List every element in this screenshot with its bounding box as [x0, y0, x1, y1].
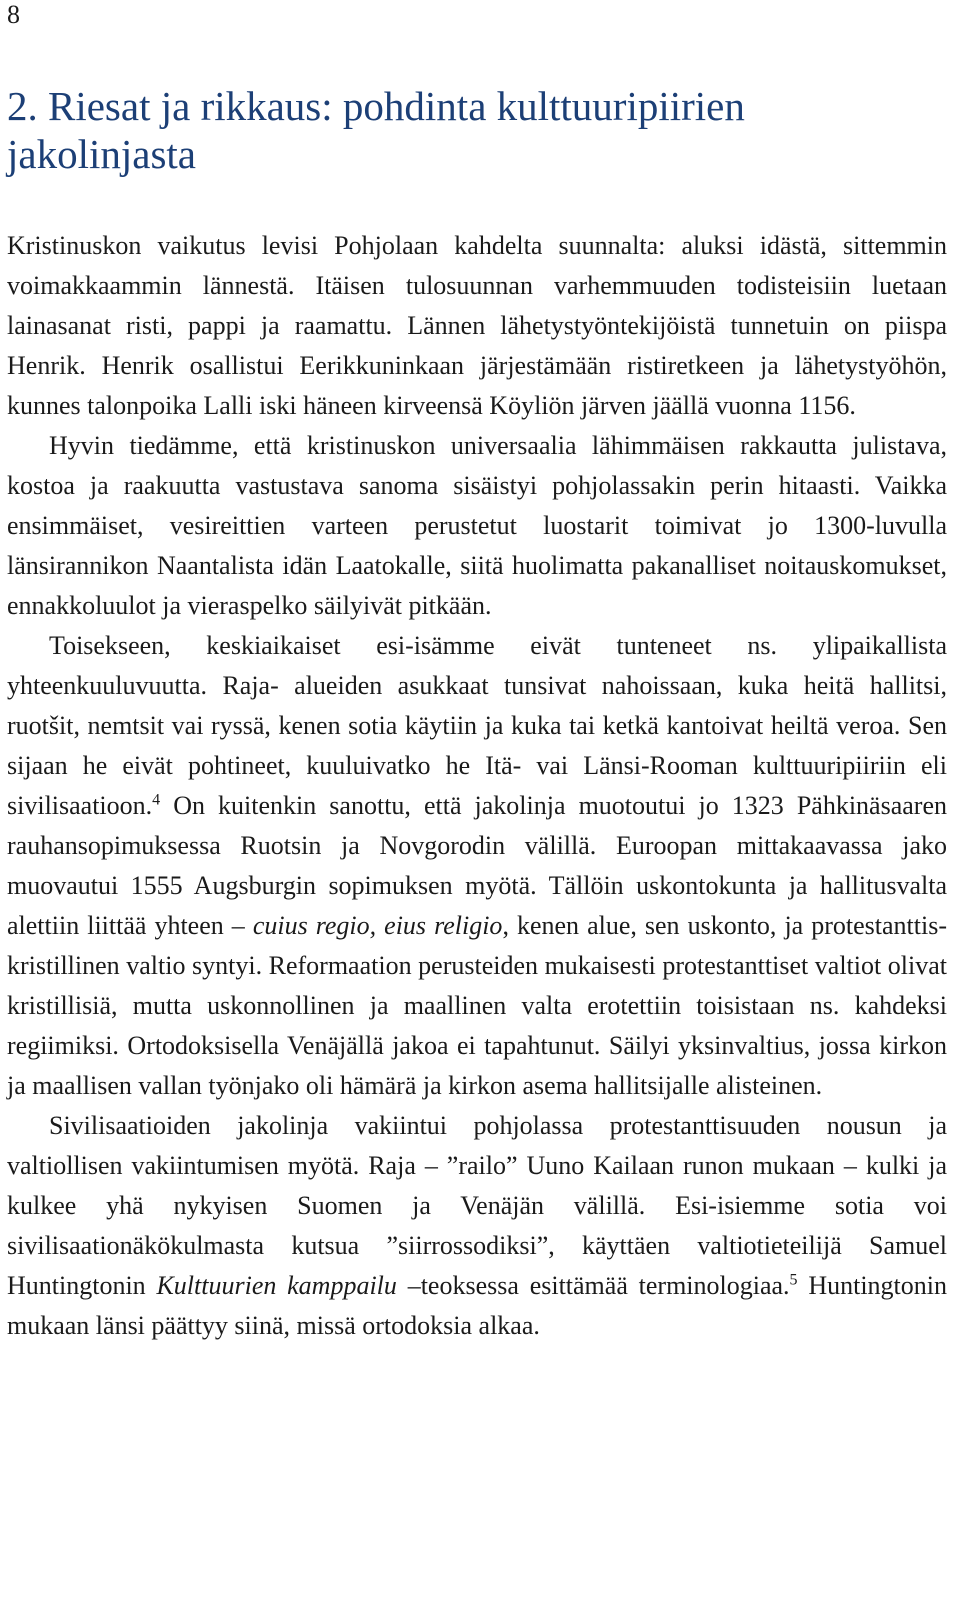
paragraph-4 [7, 1106, 947, 1346]
body-text [7, 226, 947, 1346]
paragraph-4-text-c: Huntingtonin mukaan länsi päättyy siinä, missä ortodoksia alkaa. [7, 1271, 948, 1340]
chapter-title: 2. Riesat ja rikkaus: pohdinta kulttuuripiirien jakolinjasta [7, 83, 745, 177]
footnote-ref-4: 4 [152, 791, 161, 809]
page-number: 8 [7, 0, 20, 29]
paragraph-1: Kristinuskon vaikutus levisi Pohjolaan kahdelta suunnalta: aluksi idästä, sittemmin voimakkaammin lännestä. Itäisen tulosuunnan varhemmuuden todisteisiin luetaan lainasanat risti, pappi ja raamattu. Lännen lähetystyöntekijöistä tunnetuin on piispa Henrik. Henrik osallistui Eerikkuninkaan järjestämään ristiretkeen ja lähetystyöhön, kunnes talonpoika Lalli iski häneen kirveensä Köyliön järven jäällä vuonna 1156. [7, 231, 947, 420]
footnote-ref-5: 5 [789, 1271, 798, 1289]
paragraph-4-text-b: –teoksessa esittämää terminologiaa. [396, 1271, 790, 1300]
paragraph-3 [7, 626, 947, 1106]
latin-phrase: cuius regio, eius religio [252, 911, 503, 940]
paragraph-2: Hyvin tiedämme, että kristinuskon universaalia lähimmäisen rakkautta julistava, kostoa ja raakuutta vastustava sanoma sisäistyi pohjolassakin perin hitaasti. Vaikka ensimmäiset, vesireittien varteen perustetut luostarit toimivat jo 1300-luvulla länsirannikon Naantalista idän Laatokalle, siitä huolimatta pakanalliset noitauskomukset, ennakkoluulot ja vieraspelko säilyivät pitkään. [7, 431, 947, 620]
paragraph-4-text-a: Sivilisaatioiden jakolinja vakiintui pohjolassa protestanttisuuden nousun ja valtiollisen vakiintumisen myötä. Raja – ”railo” Uuno Kailaan runon mukaan – kulki ja kulkee yhä nykyisen Suomen ja Venäjän välillä. Esi-isiemme sotia voi sivilisaationäkökulmasta kutsua ”siirrossodiksi”, käyttäen valtiotieteilijä Samuel Huntingtonin [7, 1111, 947, 1300]
paragraph-3-text-c: , kenen alue, sen uskonto, ja protestanttis-kristillinen valtio syntyi. Reformaation perusteiden mukaisesti protestanttiset valtiot olivat kristillisiä, mutta uskonnollinen ja maallinen valta erotettiin toisistaan ns. kahdeksi regiimiksi. Ortodoksisella Venäjällä jakoa ei tapahtunut. Säilyi yksinvaltius, jossa kirkon ja maallisen vallan työnjako oli hämärä ja kirkon asema hallitsijalle alisteinen. [7, 911, 947, 1100]
book-title: Kulttuurien kamppailu [156, 1271, 397, 1300]
paragraph-3-text-a: Toisekseen, keskiaikaiset esi-isämme eivät tunteneet ns. ylipaikallista yhteenkuuluvuutta. Raja- alueiden asukkaat tunsivat nahoissaan, kuka heitä hallitsi, ruotšit, nemtsit vai ryssä, kenen sotia käytiin ja kuka tai ketkä kantoivat heiltä veroa. Sen sijaan he eivät pohtineet, kuuluivatko he Itä- vai Länsi-Rooman kulttuuripiiriin eli sivilisaatioon. [7, 631, 947, 820]
paragraph-3-text-b: On kuitenkin sanottu, että jakolinja muotoutui jo 1323 Pähkinäsaaren rauhansopimuksessa Ruotsin ja Novgorodin välillä. Euroopan mittakaavassa jako muovautui 1555 Augsburgin sopimuksen myötä. Tällöin uskontokunta ja hallitusvalta alettiin liittää yhteen – [7, 791, 947, 940]
document-page [7, 0, 953, 1346]
